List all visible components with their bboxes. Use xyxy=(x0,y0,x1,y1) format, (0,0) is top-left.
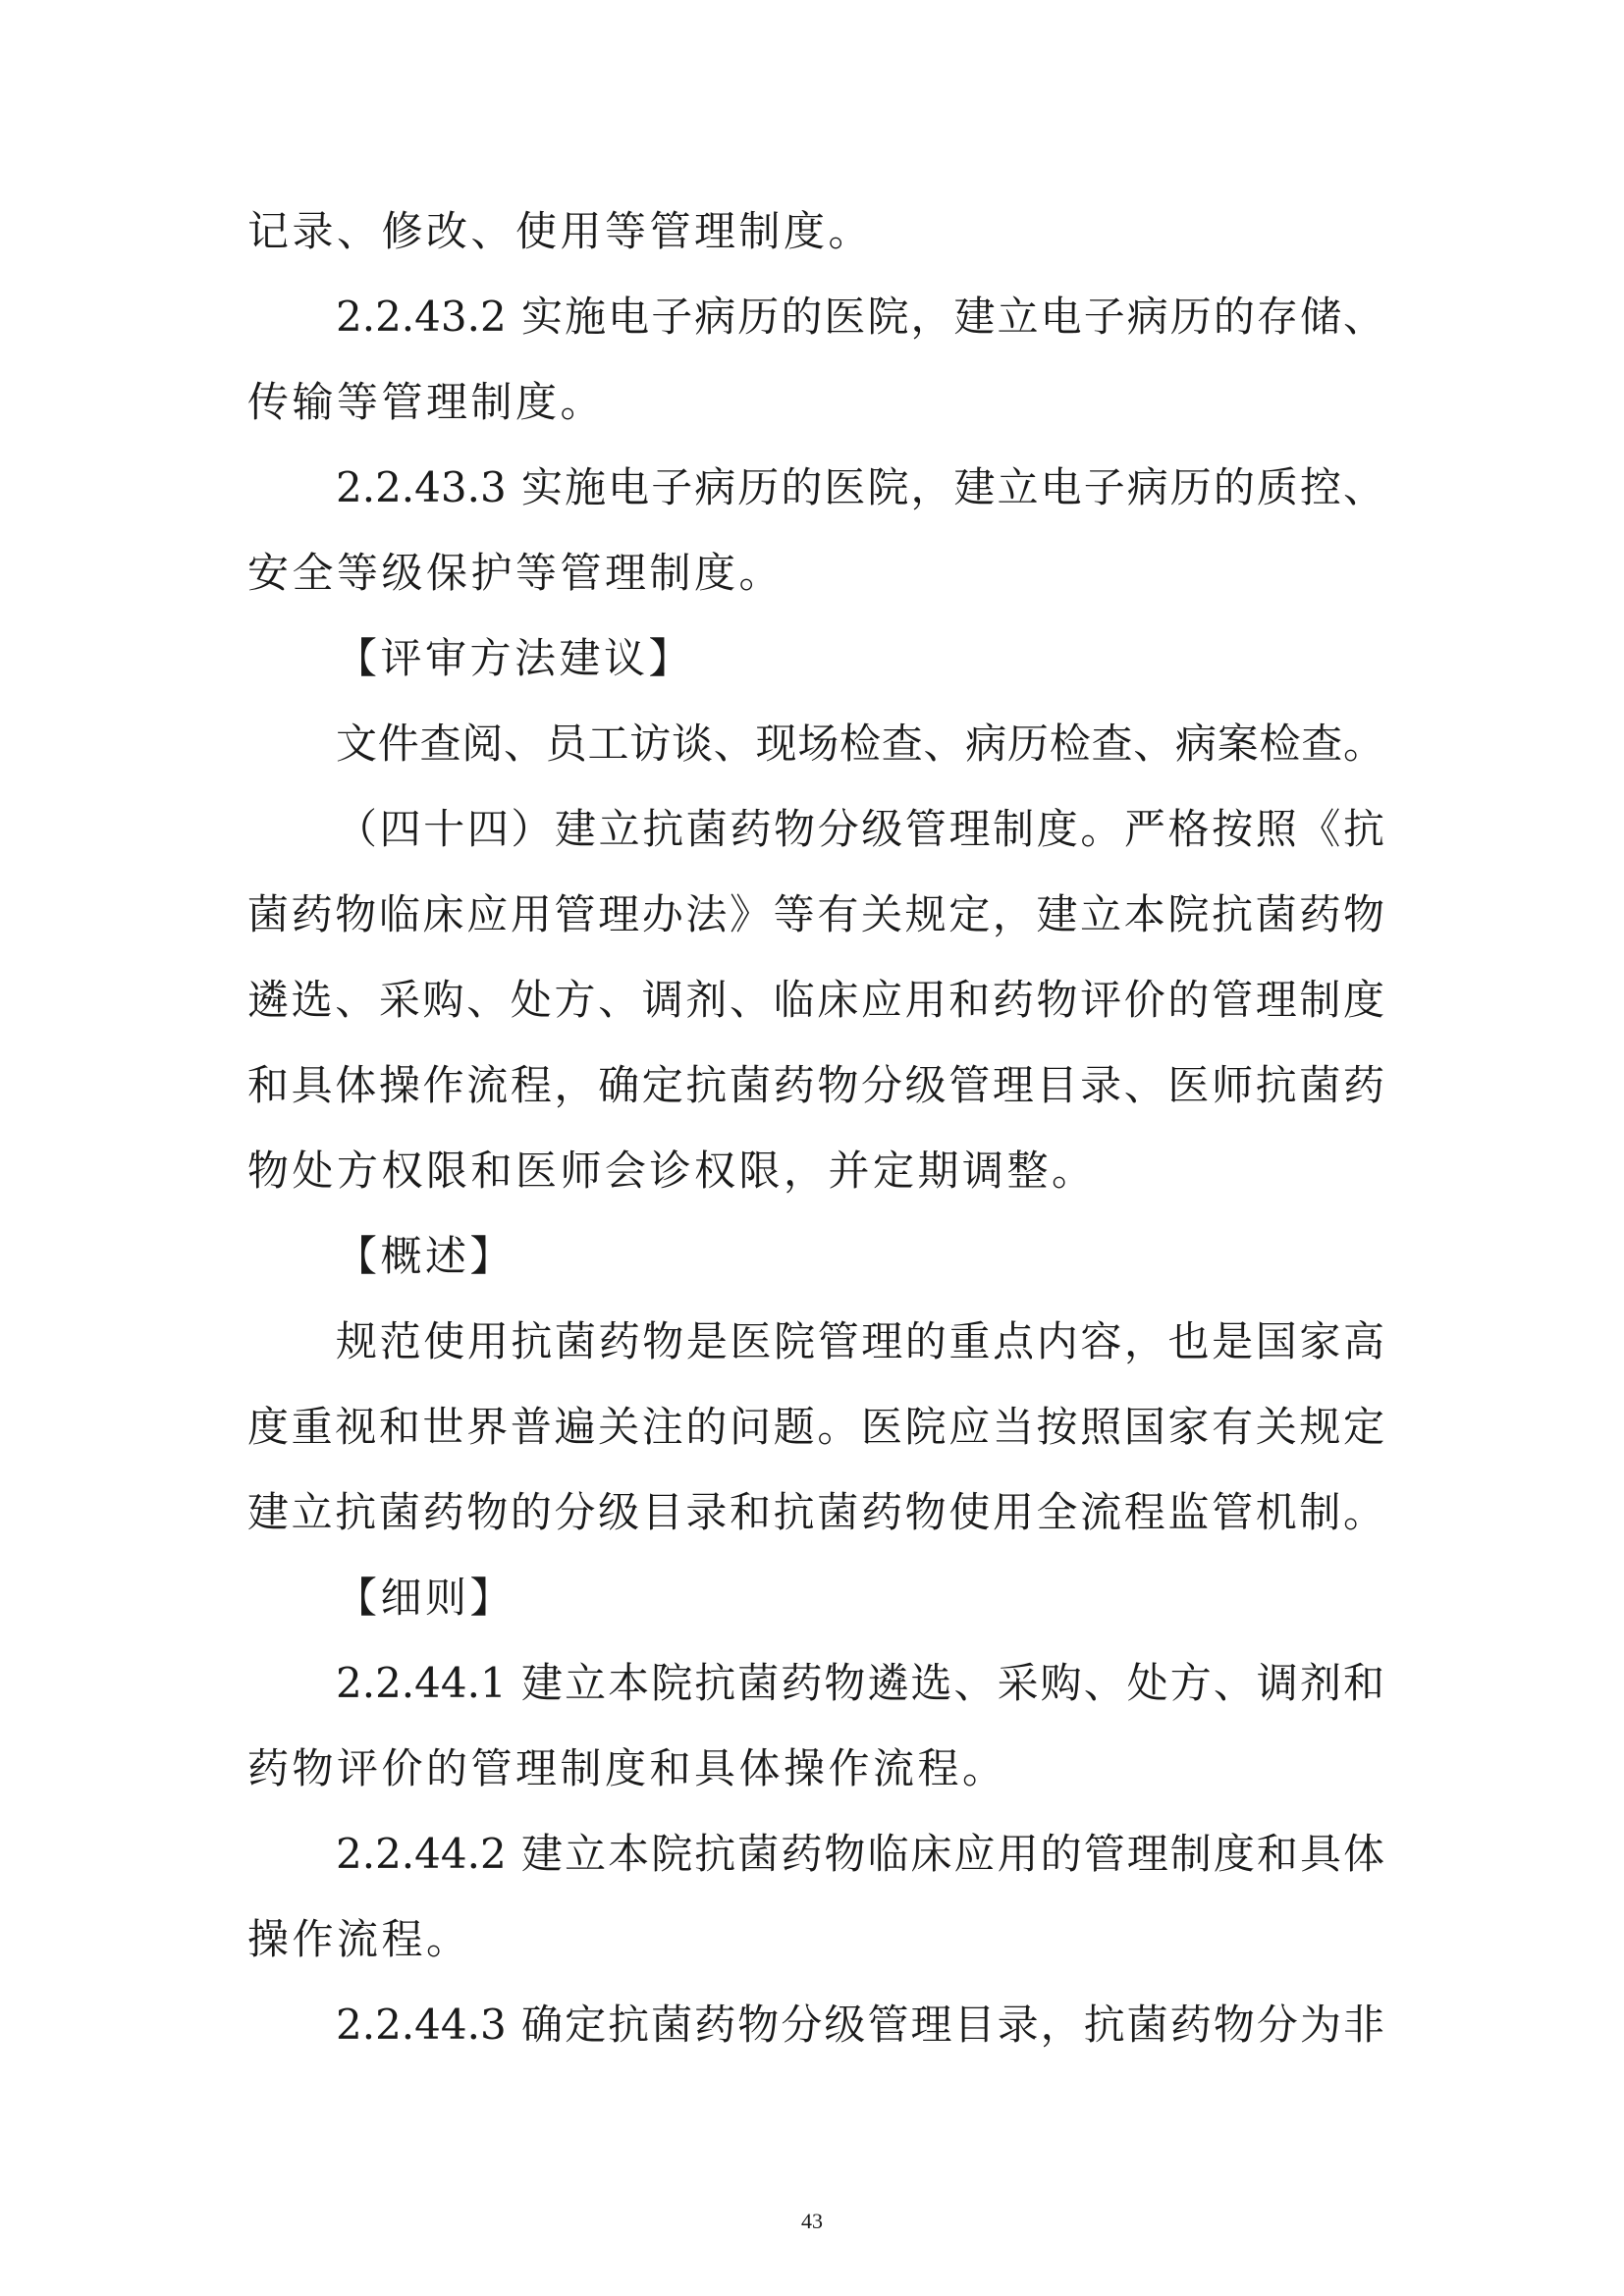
text-line: 物处方权限和医师会诊权限，并定期调整。 xyxy=(247,1147,1097,1195)
section-heading: 【评审方法建议】 xyxy=(336,634,694,682)
text-line: 操作流程。 xyxy=(247,1915,471,1963)
body-text xyxy=(247,188,1384,2067)
text-line: 记录、修改、使用等管理制度。 xyxy=(247,207,874,255)
page-number: 43 xyxy=(801,2209,823,2233)
text-line: 遴选、采购、处方、调剂、临床应用和药物评价的管理制度 xyxy=(247,976,1384,1024)
text-line: （四十四）建立抗菌药物分级管理制度。严格按照《抗 xyxy=(336,805,1384,853)
text-line: 安全等级保护等管理制度。 xyxy=(247,549,785,597)
text-line: 规范使用抗菌药物是医院管理的重点内容，也是国家高 xyxy=(336,1317,1384,1365)
text-line: 2.2.44.2 建立本院抗菌药物临床应用的管理制度和具体 xyxy=(336,1830,1384,1878)
text-line: 2.2.43.3 实施电子病历的医院，建立电子病历的质控、 xyxy=(336,463,1384,511)
section-heading: 【概述】 xyxy=(336,1232,515,1280)
text-line: 和具体操作流程，确定抗菌药物分级管理目录、医师抗菌药 xyxy=(247,1061,1384,1109)
text-line: 2.2.44.1 建立本院抗菌药物遴选、采购、处方、调剂和 xyxy=(336,1659,1384,1707)
text-line: 2.2.44.3 确定抗菌药物分级管理目录，抗菌药物分为非 xyxy=(336,2001,1384,2049)
section-heading: 【细则】 xyxy=(336,1574,515,1622)
text-line: 2.2.43.2 实施电子病历的医院，建立电子病历的存储、 xyxy=(336,293,1384,341)
text-line: 建立抗菌药物的分级目录和抗菌药物使用全流程监管机制。 xyxy=(247,1488,1384,1536)
text-line: 度重视和世界普遍关注的问题。医院应当按照国家有关规定 xyxy=(247,1403,1384,1451)
text-line: 药物评价的管理制度和具体操作流程。 xyxy=(247,1744,1007,1792)
text-line: 菌药物临床应用管理办法》等有关规定，建立本院抗菌药物 xyxy=(247,890,1384,938)
text-line: 文件查阅、员工访谈、现场检查、病历检查、病案检查。 xyxy=(336,720,1384,768)
text-line: 传输等管理制度。 xyxy=(247,378,606,426)
